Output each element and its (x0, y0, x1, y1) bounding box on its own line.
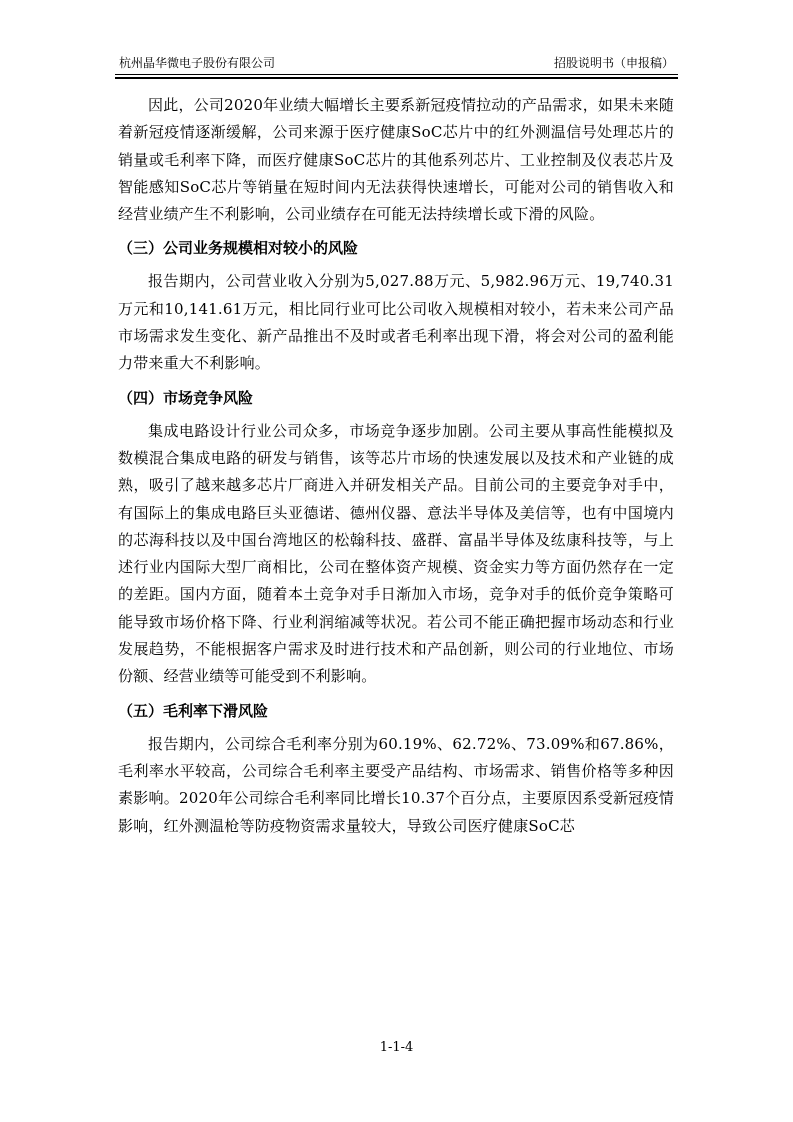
paragraph-section-4: 集成电路设计行业公司众多，市场竞争逐步加剧。公司主要从事高性能模拟及数模混合集成电路的研发与销售，该等芯片市场的快速发展以及技术和产业链的成熟，吸引了越来越多芯片厂商进入并研发相关产品。目前公司的主要竞争对手中，有国际上的集成电路巨头亚德诺、德州仪器、意法半导体及美信等，也有中国境内的芯海科技以及中国台湾地区的松翰科技、盛群、富晶半导体及纮康科技等，与上述行业内国际大型厂商相比，公司在整体资产规模、资金实力等方面仍然存在一定的差距。国内方面，随着本土竞争对手日渐加入市场，竞争对手的低价竞争策略可能导致市场价格下降、行业利润缩减等状况。若公司不能正确把握市场动态和行业发展趋势，不能根据客户需求及时进行技术和产品创新，则公司的行业地位、市场份额、经营业绩等可能受到不利影响。 (118, 421, 674, 686)
header-rule-thick (115, 77, 678, 79)
paragraph-intro: 因此，公司2020年业绩大幅增长主要系新冠疫情拉动的产品需求，如果未来随着新冠疫情逐渐缓解，公司来源于医疗健康SoC芯片中的红外测温信号处理芯片的销量或毛利率下降，而医疗健康SoC芯片的其他系列芯片、工业控制及仪表芯片及智能感知SoC芯片等销量在短时间内无法获得快速增长，可能对公司的销售收入和经营业绩产生不利影响，公司业绩存在可能无法持续增长或下滑的风险。 (118, 96, 674, 224)
section-heading-4: （四）市场竞争风险 (118, 388, 254, 407)
page-number: 1-1-4 (379, 1040, 414, 1055)
paragraph-section-3: 报告期内，公司营业收入分别为5,027.88万元、5,982.96万元、19,740.31万元和10,141.61万元，相比同行业可比公司收入规模相对较小，若未来公司产品市场需求发生变化、新产品推出不及时或者毛利率出现下滑，将会对公司的盈利能力带来重大不利影响。 (118, 272, 674, 373)
page-header (119, 55, 674, 75)
header-document-type: 招股说明书（申报稿） (553, 56, 674, 70)
section-heading-5: （五）毛利率下滑风险 (118, 701, 269, 720)
section-heading-3: （三）公司业务规模相对较小的风险 (118, 239, 359, 258)
document-body (118, 92, 674, 840)
header-rule-thin (115, 74, 678, 75)
paragraph-section-5: 报告期内，公司综合毛利率分别为60.19%、62.72%、73.09%和67.86%，毛利率水平较高，公司综合毛利率主要受产品结构、市场需求、销售价格等多种因素影响。2020年公司综合毛利率同比增长10.37个百分点，主要原因系受新冠疫情影响，红外测温枪等防疫物资需求量较大，导致公司医疗健康SoC芯 (118, 734, 674, 835)
header-company-name: 杭州晶华微电子股份有限公司 (119, 56, 276, 70)
